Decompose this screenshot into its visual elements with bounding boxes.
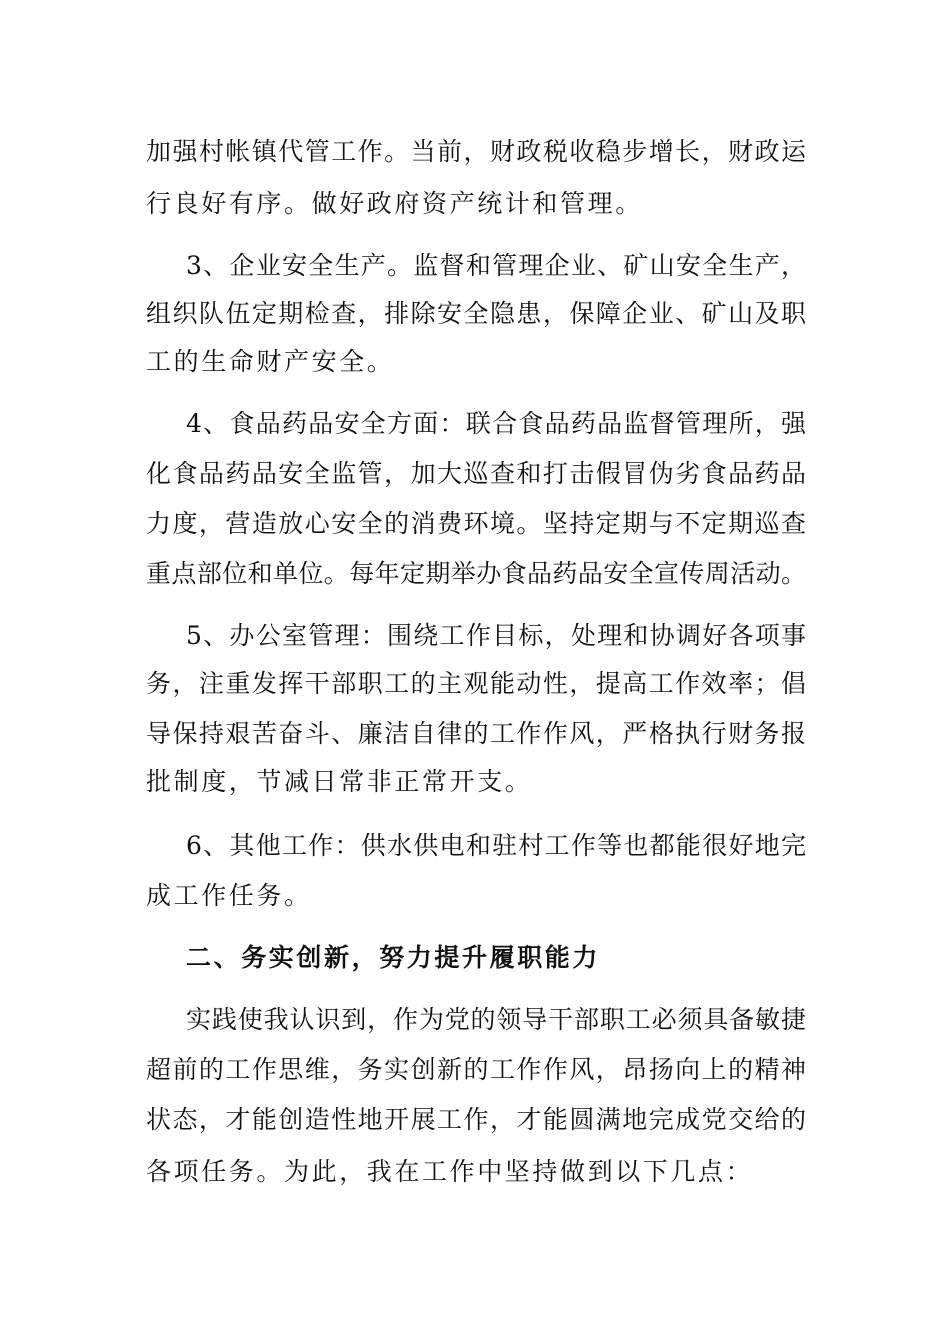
- paragraph-line: 批制度，节减日常非正常开支。: [146, 767, 533, 796]
- paragraph-line: 6、其他工作：供水供电和驻村工作等也都能很好地完: [186, 831, 806, 860]
- paragraph-line: 实践使我认识到，作为党的领导干部职工必须具备敏捷: [186, 1005, 806, 1034]
- paragraph-line: 4、食品药品安全方面：联合食品药品监督管理所，强: [186, 409, 806, 438]
- paragraph-line: 务，注重发挥干部职工的主观能动性，提高工作效率；倡: [146, 669, 806, 698]
- paragraph-line: 超前的工作思维，务实创新的工作作风，昂扬向上的精神: [146, 1055, 806, 1084]
- paragraph-line: 成工作任务。: [146, 881, 312, 910]
- paragraph-line: 力度，营造放心安全的消费环境。坚持定期与不定期巡查: [146, 509, 806, 538]
- paragraph-line: 组织队伍定期检查，排除安全隐患，保障企业、矿山及职: [146, 299, 806, 328]
- paragraph-line: 5、办公室管理：围绕工作目标，处理和协调好各项事: [186, 621, 806, 650]
- paragraph-line: 加强村帐镇代管工作。当前，财政税收稳步增长，财政运: [146, 137, 806, 166]
- paragraph-line: 重点部位和单位。每年定期举办食品药品安全宣传周活动。: [146, 559, 806, 588]
- paragraph-line: 行良好有序。做好政府资产统计和管理。: [146, 189, 643, 218]
- paragraph-line: 工的生命财产安全。: [146, 347, 395, 376]
- paragraph-line: 各项任务。为此，我在工作中坚持做到以下几点：: [146, 1157, 754, 1186]
- section-heading: 二、务实创新，努力提升履职能力: [186, 943, 601, 972]
- paragraph-line: 导保持艰苦奋斗、廉洁自律的工作作风，严格执行财务报: [146, 719, 806, 748]
- paragraph-line: 3、企业安全生产。监督和管理企业、矿山安全生产，: [186, 251, 806, 280]
- paragraph-line: 化食品药品安全监管，加大巡查和打击假冒伪劣食品药品: [146, 459, 806, 488]
- paragraph-line: 状态，才能创造性地开展工作，才能圆满地完成党交给的: [146, 1105, 806, 1134]
